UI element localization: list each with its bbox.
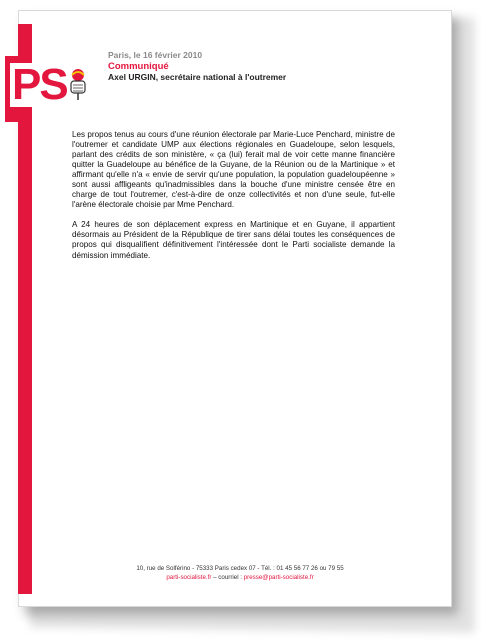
footer: [90, 564, 390, 582]
ps-logo: PS: [12, 60, 67, 109]
footer-contact: [90, 573, 390, 582]
document-date: Paris, le 16 février 2010: [108, 50, 203, 60]
website-link[interactable]: parti-socialiste.fr: [166, 574, 212, 581]
email-link[interactable]: presse@parti-socialiste.fr: [243, 574, 314, 581]
document-type: Communiqué: [108, 61, 169, 72]
email-label: – courriel :: [211, 574, 244, 581]
paragraph: A 24 heures de son déplacement express en Martinique et en Guyane, il appartient désormais au Président de la République de tirer sans délai toutes les conséquences de propos qui disqualifient définitivement l'intéressée dont le Parti socialiste demande la démission immédiate.: [72, 220, 395, 260]
document-author: Axel URGIN, secrétaire national à l'outremer: [108, 72, 287, 82]
body-text: [72, 130, 395, 271]
fist-rose-icon: [64, 67, 90, 101]
paragraph: Les propos tenus au cours d'une réunion électorale par Marie-Luce Penchard, ministre de l'outremer et candidate UMP aux élections régionales en Guadeloupe, selon lesquels, parlant des crédits de son ministère, « ça (lui) ferait mal de voir cette manne financière quitter la Guadeloupe au bénéfice de la Guyane, de la Réunion ou de la Martinique » et affirmant qu'elle n'a « envie de servir qu'une population, la population guadeloupéenne » sont aussi affligeants qu'inadmissibles dans la bouche d'une ministre censée être en charge de tout l'outremer, c'est-à-dire de onze collectivités et non d'une seule, fut-elle l'arène électorale choisie par Mme Penchard.: [72, 130, 395, 210]
header: [108, 50, 286, 83]
footer-address: 10, rue de Solférino - 75333 Paris cedex 07 - Tél. : 01 45 56 77 26 ou 79 55: [136, 565, 344, 572]
